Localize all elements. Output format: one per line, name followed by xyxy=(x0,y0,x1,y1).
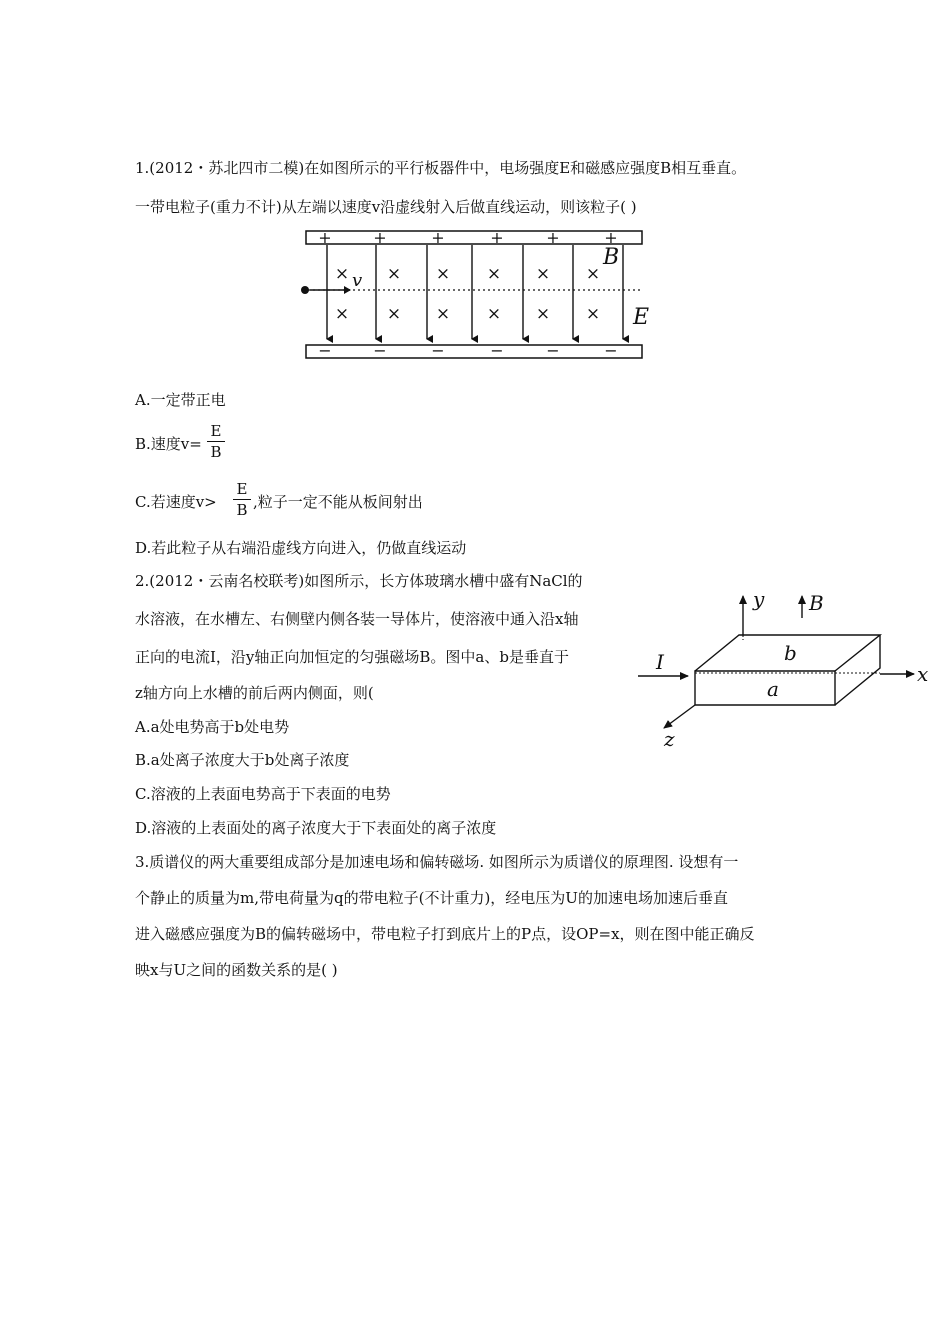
particle-dot xyxy=(301,286,309,294)
b-cross: × xyxy=(486,304,502,324)
q2-stem-line1: 2.(2012・云南名校联考)如图所示，长方体玻璃水槽中盛有NaCl的 xyxy=(135,572,583,590)
b-cross: × xyxy=(435,264,451,284)
b-cross: × xyxy=(486,264,502,284)
b-cross: × xyxy=(386,264,402,284)
minus-sign: − xyxy=(546,341,560,360)
label-z: z xyxy=(664,727,675,751)
q1-option-a: A.一定带正电 xyxy=(135,391,226,409)
b-cross: × xyxy=(334,304,350,324)
minus-sign: − xyxy=(373,341,387,360)
q1-stem-line2: 一带电粒子(重力不计)从左端以速度v沿虚线射入后做直线运动，则该粒子( ) xyxy=(135,198,637,216)
q2-stem-line4: z轴方向上水槽的前后两内侧面，则( xyxy=(135,684,374,702)
q2-water-tank-figure xyxy=(632,588,938,752)
minus-sign: − xyxy=(490,341,504,360)
q2-option-d: D.溶液的上表面处的离子浓度大于下表面处的离子浓度 xyxy=(135,819,497,837)
minus-sign: − xyxy=(318,341,332,360)
q3-line2: 个静止的质量为m,带电荷量为q的带电粒子(不计重力)，经电压为U的加速电场加速后垂直 xyxy=(135,889,728,907)
q1-option-c-prefix: C.若速度v> xyxy=(135,493,217,511)
fraction-denominator: B xyxy=(236,501,248,519)
label-B: B xyxy=(809,591,824,615)
q3-line1: 3.质谱仪的两大重要组成部分是加速电场和偏转磁场. 如图所示为质谱仪的原理图. 设想有一 xyxy=(135,853,739,871)
fraction-e-over-b xyxy=(207,422,225,461)
minus-sign: − xyxy=(431,341,445,360)
plus-sign: + xyxy=(373,228,387,247)
fraction-e-over-b xyxy=(233,480,251,519)
label-x: x xyxy=(917,662,929,686)
q2-stem-line3: 正向的电流I，沿y轴正向加恒定的匀强磁场B。图中a、b是垂直于 xyxy=(135,648,569,666)
top-plate xyxy=(306,231,642,244)
b-cross: × xyxy=(585,304,601,324)
b-cross: × xyxy=(535,264,551,284)
q1-option-c-suffix: ,粒子一定不能从板间射出 xyxy=(253,493,423,511)
box-front-face xyxy=(695,671,835,705)
q2-stem-line2: 水溶液，在水槽左、右侧壁内侧各装一导体片，使溶液中通入沿x轴 xyxy=(135,610,579,628)
fraction-numerator: E xyxy=(236,480,248,498)
bottom-plate xyxy=(306,345,642,358)
b-cross: × xyxy=(334,264,350,284)
plus-sign: + xyxy=(431,228,445,247)
q1-option-d: D.若此粒子从右端沿虚线方向进入，仍做直线运动 xyxy=(135,539,467,557)
q2-option-b: B.a处离子浓度大于b处离子浓度 xyxy=(135,751,350,769)
label-b: b xyxy=(784,641,797,665)
q2-option-c: C.溶液的上表面电势高于下表面的电势 xyxy=(135,785,391,803)
q1-stem-line1: 1.(2012・苏北四市二模)在如图所示的平行板器件中，电场强度E和磁感应强度B相互垂直。 xyxy=(135,159,747,177)
b-cross: × xyxy=(435,304,451,324)
plus-sign: + xyxy=(546,228,560,247)
q1-parallel-plate-figure xyxy=(300,228,660,363)
plus-sign: + xyxy=(318,228,332,247)
q3-line3: 进入磁感应强度为B的偏转磁场中，带电粒子打到底片上的P点，设OP=x，则在图中能正确反 xyxy=(135,925,755,943)
b-cross: × xyxy=(585,264,601,284)
fraction-numerator: E xyxy=(210,422,222,440)
box-right-face xyxy=(835,635,880,705)
label-y: y xyxy=(753,588,765,611)
label-B: B xyxy=(603,245,620,270)
fraction-denominator: B xyxy=(210,443,222,461)
label-a: a xyxy=(767,677,779,701)
b-cross: × xyxy=(535,304,551,324)
plus-sign: + xyxy=(604,228,618,247)
label-I: I xyxy=(656,650,664,674)
z-axis xyxy=(664,705,695,728)
label-E: E xyxy=(633,305,650,330)
q1-option-b: B.速度v= xyxy=(135,435,202,453)
minus-sign: − xyxy=(604,341,618,360)
q2-option-a: A.a处电势高于b处电势 xyxy=(135,718,290,736)
q3-line4: 映x与U之间的函数关系的是( ) xyxy=(135,961,338,979)
b-cross: × xyxy=(386,304,402,324)
label-v: v xyxy=(352,270,363,291)
plus-sign: + xyxy=(490,228,504,247)
